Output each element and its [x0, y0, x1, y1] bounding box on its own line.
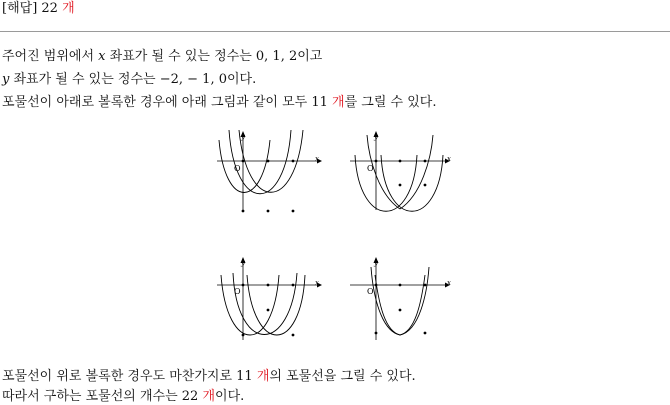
line3-text-a: 포물선이 아래로 볼록한 경우에 아래 그림과 같이 모두 11	[2, 95, 333, 110]
parabola-figure-1	[205, 125, 330, 220]
x-axis-label: x	[447, 279, 451, 287]
x-axis-label: x	[447, 155, 451, 163]
origin-label: O	[367, 164, 374, 173]
solution-line-1	[2, 49, 322, 65]
origin-label: O	[367, 287, 374, 296]
parabola-figure-4	[345, 255, 460, 345]
solution-line-4	[2, 369, 416, 385]
y-axis-label: y	[241, 259, 245, 267]
line4-text-b: 의 포물선을 그릴 수 있다.	[269, 369, 416, 384]
solution-line-5	[2, 389, 244, 405]
y-axis-label: y	[374, 259, 378, 267]
solution-line-2	[2, 72, 256, 88]
x-axis-label: x	[315, 155, 319, 163]
parabola-figure-3	[205, 255, 330, 345]
line3-text-b: 를 그릴 수 있다.	[344, 95, 437, 110]
line5-text-a: 따라서 구하는 포물선의 개수는 22	[2, 389, 203, 404]
origin-label: O	[234, 164, 241, 173]
x-axis-label: x	[315, 279, 319, 287]
origin-label: O	[234, 287, 241, 296]
y-axis-label: y	[241, 133, 245, 141]
y-axis-label: y	[374, 133, 378, 141]
parabola-figure-2	[345, 125, 460, 220]
solution-line-3	[2, 95, 436, 111]
line4-text-a: 포물선이 위로 볼록한 경우도 마찬가지로 11	[2, 369, 257, 384]
line2-text: 좌표가 될 수 있는 정수는 −2, − 1, 0이다.	[9, 72, 257, 87]
line5-text-b: 이다.	[215, 389, 245, 404]
answer-unit: 개	[62, 1, 75, 16]
divider	[0, 31, 670, 32]
line2-variable: y	[2, 72, 10, 87]
answer-header	[2, 1, 75, 17]
line1-text-a: 주어진 범위에서	[2, 49, 99, 64]
line1-text-b: 좌표가 될 수 있는 정수는 0, 1, 2이고	[105, 49, 323, 64]
answer-prefix: [해답] 22	[2, 1, 58, 16]
line3-unit: 개	[332, 95, 345, 110]
line5-unit: 개	[202, 389, 216, 404]
line1-variable: x	[98, 49, 106, 64]
line4-unit: 개	[256, 369, 270, 384]
